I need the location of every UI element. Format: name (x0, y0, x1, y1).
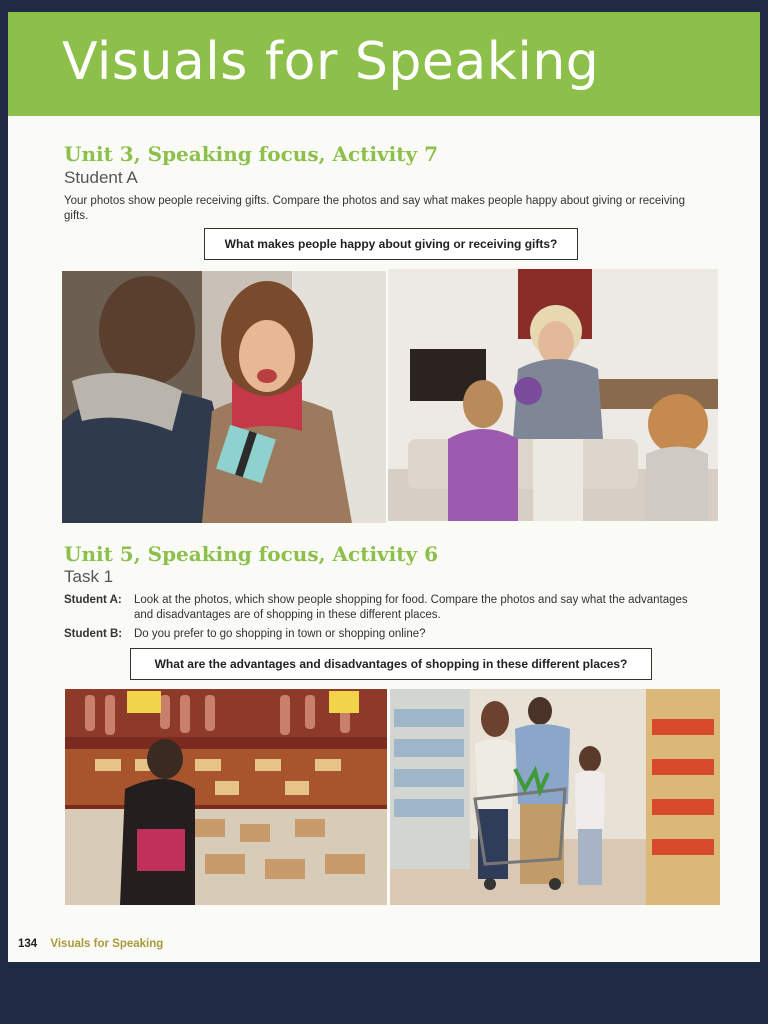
section1-title: Unit 3, Speaking focus, Activity 7 (64, 142, 439, 166)
section2-question-box (130, 648, 652, 680)
page-footer (18, 938, 163, 950)
section2-title: Unit 5, Speaking focus, Activity 6 (64, 542, 439, 566)
section1-instruction: Your photos show people receiving gifts. Compare the photos and say what makes people happy about giving or receiving gifts. (64, 195, 685, 222)
photo-grandmother-kids (388, 269, 718, 521)
student-b-row (64, 627, 694, 642)
student-a-label: Student A: (64, 594, 122, 606)
student-b-text: Do you prefer to go shopping in town or shopping online? (134, 628, 426, 640)
section1-question: What makes people happy about giving or receiving gifts? (224, 237, 558, 251)
textbook-page (8, 12, 760, 962)
photo-supermarket (390, 689, 720, 905)
page-title: Visuals for Speaking (62, 32, 600, 92)
section1-subtitle: Student A (64, 168, 138, 187)
photo-deli-counter (65, 689, 387, 905)
section2-subtitle: Task 1 (64, 567, 114, 586)
page-number: 134 (18, 938, 38, 950)
footer-label: Visuals for Speaking (50, 938, 164, 950)
section2-question: What are the advantages and disadvantages of shopping in these different places? (154, 657, 628, 671)
section1-question-box (204, 228, 578, 260)
photo-couple-gift (62, 271, 386, 523)
header-banner (8, 12, 760, 116)
student-a-text: Look at the photos, which show people shopping for food. Compare the photos and say what the advantages and disadvantages are of shopping in these different places. (134, 594, 688, 621)
student-b-label: Student B: (64, 628, 123, 640)
student-a-row (64, 593, 694, 623)
